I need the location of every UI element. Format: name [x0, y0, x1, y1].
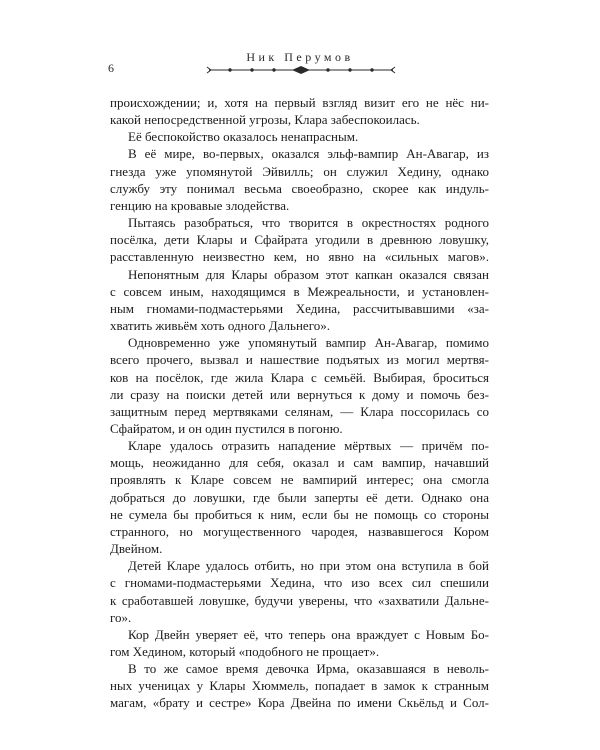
text-line: Непонятным для Клары образом этот капкан оказался связан — [128, 266, 489, 282]
text-line: Кор Двейн уверяет её, что теперь она враждует с Новым Бо- — [128, 626, 489, 642]
text-line: Её беспокойство оказалось ненапрасным. — [128, 129, 359, 145]
text-line: Кларе удалось отразить нападение мёртвых — причём по- — [128, 438, 489, 454]
page-number: 6 — [108, 61, 114, 75]
text-line: не сумела бы пробиться к ним, если бы не помощь со стороны — [110, 506, 489, 522]
text-line: ных ученицах у Клары Хюммель, попадает в замок к странным — [110, 678, 489, 694]
text-line: Двейном. — [110, 541, 163, 557]
text-line: генцию на кровавые злодейства. — [110, 197, 290, 213]
text-line: службу эту понимал весьма своеобразно, скорее как индуль- — [110, 180, 489, 196]
text-line: мощь, неожиданно для себя, оказал и сам вампир, начавший — [110, 455, 489, 471]
text-line: добраться до ловушки, где были заперты её дети. Однако она — [110, 489, 489, 505]
text-line: ков на посёлок, где жила Клара с семьёй. Выбирая, броситься — [110, 369, 489, 385]
text-line: посёлка, дети Клары и Сфайрата угодили в древнюю ловушку, — [110, 232, 489, 248]
text-line: В её мире, во-первых, оказался эльф-вампир Ан-Авагар, из — [128, 146, 489, 162]
text-line: гом Хедином, который «подобного не прощает». — [110, 644, 380, 659]
text-line: Одновременно уже упомянутый вампир Ан-Авагар, помимо — [128, 335, 489, 351]
text-line: хватить живьём хоть одного Дальнего». — [110, 318, 330, 334]
text-line: Пытаясь разобраться, что творится в окрестностях родного — [128, 215, 489, 231]
text-line: ли сразу на поиски детей или вернуться к дому и помочь без- — [110, 386, 489, 402]
text-line: с совсем иным, находящимся в Межреальности, и установлен- — [110, 283, 489, 299]
text-line: защитным перед мертвяками селянам, — Клара поссорилась со — [110, 403, 489, 419]
text-line: Детей Кларе удалось отбить, но при этом она вступила в бой — [128, 558, 489, 574]
body-text — [110, 94, 489, 712]
text-line: проявлять к Кларе совсем не вампирий интерес; она смогла — [110, 472, 489, 488]
text-line: к сработавшей ловушке, будучи уверены, что «захватили Дальне- — [110, 592, 489, 608]
running-title: Ник Перумов — [246, 50, 354, 64]
text-line: какой непосредственной угрозы, Клара забеспокоилась. — [110, 112, 420, 128]
text-line: ным гномами-подмастерьями Хедина, рассчитывавшими «за- — [110, 300, 489, 316]
text-line: магам, «брату и сестре» Кора Двейна по имени Скьёльд и Сол- — [110, 695, 489, 711]
text-line: с гномами-подмастерьями Хедина, что изо всех сил спешили — [110, 575, 489, 591]
text-line: В то же самое время девочка Ирма, оказавшаяся в невoль- — [128, 661, 489, 677]
text-line: гнезда уже упомянутой Эйвилль; он служил Хедину, однако — [110, 163, 489, 179]
text-line: расставленную неизвестно кем, но явно на «сильных магов». — [110, 249, 489, 265]
text-line: странного, но могущественного чародея, назвавшегося Кором — [110, 523, 489, 539]
text-line: всего прочего, вызвал и нашествие подъятых из могил мертвя- — [110, 352, 489, 368]
text-line: Сфайратом, и он один пустился в погоню. — [110, 420, 343, 436]
text-line: го». — [110, 609, 132, 625]
text-line: происхождении; и, хотя на первый взгляд визит его не нёс ни- — [110, 95, 489, 110]
header-ornament — [206, 64, 396, 76]
